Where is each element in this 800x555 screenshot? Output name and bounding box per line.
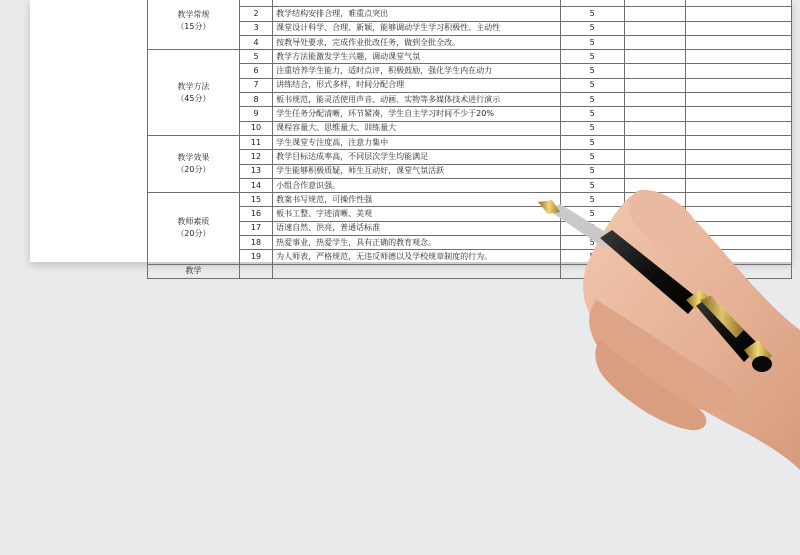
- category-title: 教学: [185, 266, 202, 276]
- criterion-cell: 板书工整、字迹清晰、美观: [273, 207, 561, 221]
- item-number-cell: 16: [239, 207, 272, 221]
- item-number-cell: 18: [239, 236, 272, 250]
- item-number-cell: 3: [239, 21, 272, 35]
- category-points: （15分）: [176, 22, 211, 32]
- category-title: 教师素质: [177, 217, 210, 227]
- max-score-cell: 5: [560, 7, 624, 21]
- criterion-cell: 教学目标达成率高，不同层次学生均能满足: [273, 150, 561, 164]
- item-number-cell: 11: [239, 135, 272, 149]
- category-title: 教学效果: [177, 153, 210, 163]
- item-number-cell: 14: [239, 178, 272, 192]
- item-number-cell: 13: [239, 164, 272, 178]
- criterion-cell: 板书规范，能灵活使用声音、动画、实物等多媒体技术进行演示: [273, 93, 561, 107]
- item-number-cell: 6: [239, 64, 272, 78]
- item-number-cell: 19: [239, 250, 272, 264]
- category-title: 教学常规: [177, 10, 210, 20]
- max-score-cell: 5: [560, 107, 624, 121]
- category-points: （45分）: [176, 93, 211, 103]
- criterion-cell: 学生课堂专注度高，注意力集中: [273, 135, 561, 149]
- max-score-cell: 5: [560, 236, 624, 250]
- item-number-cell: 10: [239, 121, 272, 135]
- criterion-cell: 学生任务分配清晰，环节紧凑，学生自主学习时间不少于20%: [273, 107, 561, 121]
- max-score-cell: 5: [560, 135, 624, 149]
- criterion-cell: 为人师表，严格规范，无违反师德以及学校规章制度的行为。: [273, 250, 561, 264]
- max-score-cell: 5: [560, 64, 624, 78]
- item-number-cell: 5: [239, 50, 272, 64]
- criterion-cell: 课堂设计科学、合理、新颖，能够调动学生学习积极性、主动性: [273, 21, 561, 35]
- item-number-cell: 12: [239, 150, 272, 164]
- criterion-cell: 教学方法能激发学生兴趣，调动课堂气氛: [273, 50, 561, 64]
- criterion-cell: 小组合作意识强。: [273, 178, 561, 192]
- item-number-cell: 2: [239, 7, 272, 21]
- max-score-cell: 5: [560, 50, 624, 64]
- max-score-cell: 5: [560, 121, 624, 135]
- category-points: （20分）: [176, 165, 211, 175]
- criterion-cell: 注重培养学生能力，适时点评，积极鼓励，强化学生内在动力: [273, 64, 561, 78]
- max-score-cell: 5: [560, 193, 624, 207]
- item-number-cell: 8: [239, 93, 272, 107]
- max-score-cell: 5: [560, 164, 624, 178]
- item-number-cell: 9: [239, 107, 272, 121]
- max-score-cell: 5: [560, 35, 624, 49]
- max-score-cell: 5: [560, 150, 624, 164]
- max-score-cell: 5: [560, 78, 624, 92]
- max-score-cell: 5: [560, 178, 624, 192]
- criterion-cell: 按教导处要求，完成作业批改任务，做到全批全改。: [273, 35, 561, 49]
- item-number-cell: 4: [239, 35, 272, 49]
- criterion-cell: 热爱事业，热爱学生，具有正确的教育观念。: [273, 236, 561, 250]
- category-title: 教学方法: [177, 81, 210, 91]
- item-number-cell: 17: [239, 221, 272, 235]
- criterion-cell: 教学结构安排合理，难重点突出: [273, 7, 561, 21]
- criterion-cell: 课程容量大、思维量大、训练量大: [273, 121, 561, 135]
- max-score-cell: 5: [560, 93, 624, 107]
- item-number-cell: 15: [239, 193, 272, 207]
- category-points: （20分）: [176, 229, 211, 239]
- criterion-cell: 讲练结合，形式多样，时间分配合理: [273, 78, 561, 92]
- criterion-cell: 语速自然、洪亮，普通话标准: [273, 221, 561, 235]
- criterion-cell: 学生能够积极质疑，师生互动好，课堂气氛活跃: [273, 164, 561, 178]
- item-number-cell: 7: [239, 78, 272, 92]
- criterion-cell: 教案书写规范，可操作性强: [273, 193, 561, 207]
- max-score-cell: 5: [560, 207, 624, 221]
- max-score-cell: 5: [560, 21, 624, 35]
